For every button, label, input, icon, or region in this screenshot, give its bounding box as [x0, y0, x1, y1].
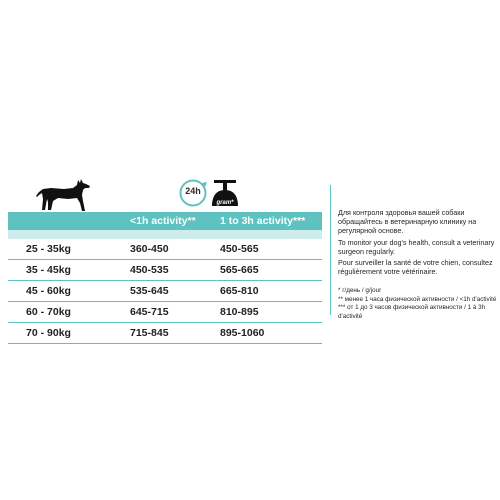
- low-activity-cell: 360-450: [130, 243, 169, 255]
- table-row: [8, 303, 322, 323]
- table-row: [8, 324, 322, 344]
- weight-cell: 70 - 90kg: [26, 327, 71, 339]
- footnote-2: ** менее 1 часа физической активности / <1h d'activité: [338, 295, 497, 303]
- low-activity-cell: 450-535: [130, 264, 169, 276]
- scale-label: gram*: [216, 200, 234, 206]
- high-activity-cell: 810-895: [220, 306, 259, 318]
- feeding-table: [8, 212, 322, 344]
- clock-label: 24h: [185, 186, 201, 196]
- weight-cell: 25 - 35kg: [26, 243, 71, 255]
- high-activity-cell: 895-1060: [220, 327, 265, 339]
- high-activity-cell: 450-565: [220, 243, 259, 255]
- low-activity-cell: 715-845: [130, 327, 169, 339]
- health-advice: [338, 208, 498, 278]
- footnote-1: * г/день / g/jour: [338, 287, 382, 294]
- advice-en: To monitor your dog's health, consult a veterinary surgeon regularly.: [338, 237, 495, 256]
- weight-cell: 60 - 70kg: [26, 306, 71, 318]
- weight-cell: 35 - 45kg: [26, 264, 71, 276]
- advice-fr: Pour surveiller la santé de votre chien, consultez régulièrement votre vétérinaire.: [338, 258, 493, 277]
- dog-silhouette-icon: [36, 177, 92, 213]
- footnotes: [338, 287, 498, 321]
- header-subbar: [8, 230, 322, 239]
- advice-ru: Для контроля здоровья вашей собаки обращайтесь в ветеринарную клинику на регулярной основе.: [338, 208, 477, 236]
- table-row: [8, 240, 322, 260]
- high-activity-cell: 565-665: [220, 264, 259, 276]
- clock-24h-icon: [178, 178, 212, 208]
- table-header: [8, 212, 322, 230]
- low-activity-cell: 535-645: [130, 285, 169, 297]
- footnote-3: *** от 1 до 3 часов физической активности / 1 à 3h d'activité: [338, 304, 486, 320]
- table-row: [8, 282, 322, 302]
- header-low-activity: <1h activity**: [130, 215, 196, 227]
- weight-cell: 45 - 60kg: [26, 285, 71, 297]
- table-row: [8, 261, 322, 281]
- vertical-divider: [330, 185, 331, 315]
- high-activity-cell: 665-810: [220, 285, 259, 297]
- header-high-activity: 1 to 3h activity***: [220, 215, 306, 227]
- low-activity-cell: 645-715: [130, 306, 169, 318]
